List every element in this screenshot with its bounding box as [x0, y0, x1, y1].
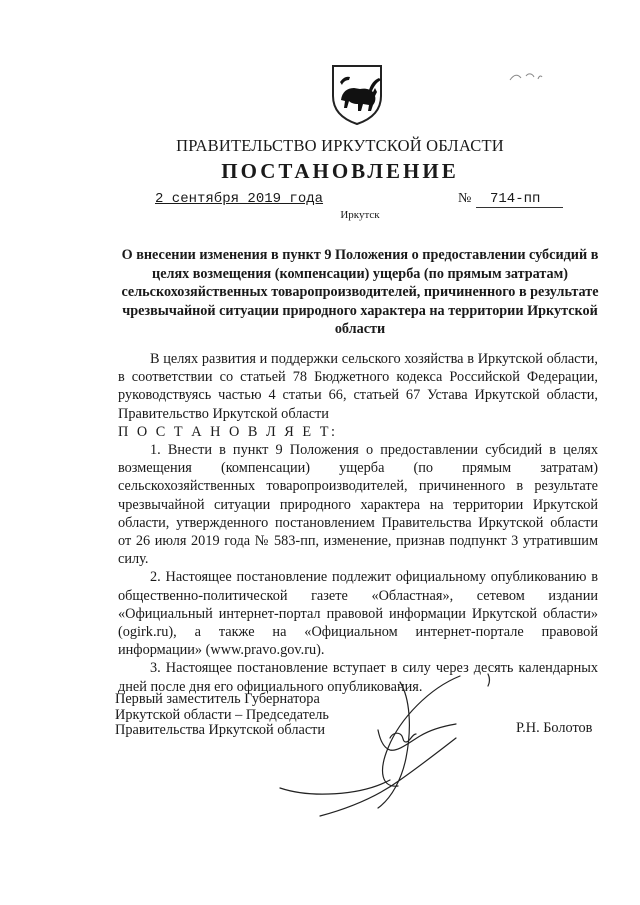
city-name: Иркутск [340, 209, 380, 221]
decree-heading: П О С Т А Н О В Л Я Е Т: [118, 423, 338, 440]
coat-of-arms-emblem [327, 62, 387, 126]
signatory-name: Р.Н. Болотов [516, 720, 593, 736]
signatory-line-3: Правительства Иркутской области [115, 722, 326, 738]
handwritten-signature [260, 668, 520, 838]
document-type-title: ПОСТАНОВЛЕНИЕ [221, 159, 459, 183]
signatory-line-2: Иркутской области – Председатель [115, 706, 329, 723]
number-label: № [458, 191, 472, 206]
government-name: ПРАВИТЕЛЬСТВО ИРКУТСКОЙ ОБЛАСТИ [176, 136, 504, 155]
paragraph-2: 2. Настоящее постановление подлежит официальному опубликованию в общественно-политической газете «Областная», сетевом издании «Официальный интернет-портал правовой информации Иркутской области» (ogirk.ru), а также на «Официальном интернет-портале правовой информации» (www.pravo.gov.ru). [118, 569, 598, 659]
paragraph-3: 3. Настоящее постановление вступает в силу через десять календарных дней после дня его официального опубликования. [118, 660, 598, 695]
document-subject: О внесении изменения в пункт 9 Положения о предоставлении субсидий в целях возмещения (компенсации) ущерба (по прямым затратам) сельскохозяйственных товаропроизводителей, причиненного в результате чрезвычайной ситуации природного характера на территории Иркутской области [121, 247, 599, 337]
document-date [155, 191, 323, 207]
stamp-mark [508, 70, 544, 84]
document-body [118, 350, 598, 696]
signatory-line-1: Первый заместитель Губернатора [115, 691, 320, 707]
document-number: 714-пп [476, 191, 563, 208]
preamble-paragraph: В целях развития и поддержки сельского хозяйства в Иркутской области, в соответствии со статьей 78 Бюджетного кодекса Российской Федерации, руководствуясь частью 4 статьи 66, статьей 67 Устава Иркутской области, Правительство Иркутской области [118, 351, 598, 422]
date-value: 2 сентября 2019 года [155, 191, 324, 207]
paragraph-1: 1. Внести в пункт 9 Положения о предоставлении субсидий в целях возмещения (компенсации) ущерба (по прямым затратам) сельскохозяйственных товаропроизводителей, причиненного в результате чрезвычайной ситуации природного характера на территории Иркутской области, утвержденного постановлением Правительства Иркутской области от 26 июля 2019 года № 583-пп, изменение, признав подпункт 3 утратившим силу. [118, 442, 598, 568]
